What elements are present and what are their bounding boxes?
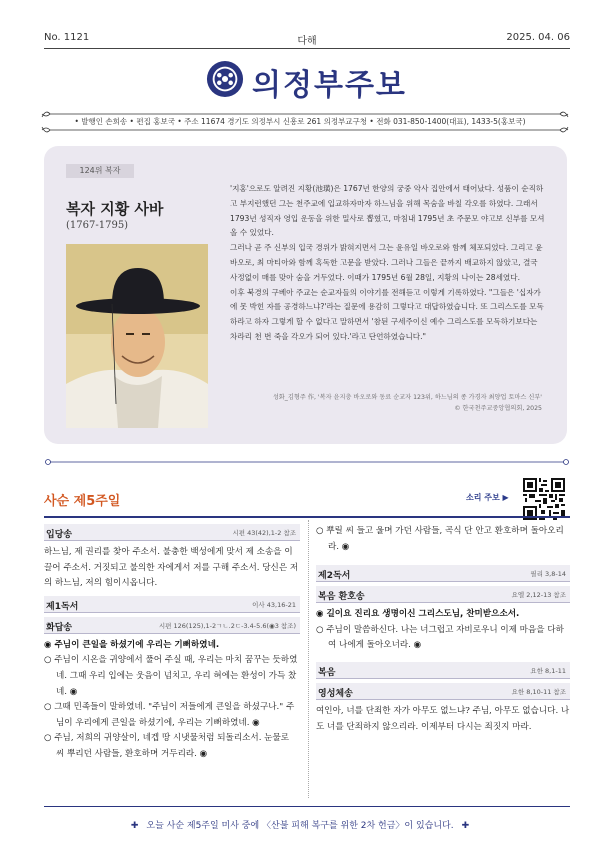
gospel-acclamation-header bbox=[316, 586, 570, 603]
footer-rule bbox=[44, 806, 570, 807]
story-paragraph: 이후 북경의 구베아 주교는 순교자들의 이야기를 전해듣고 이렇게 기록하였다. "그들은 '십자가에 못 박힌 자를 공경하느냐?'라는 질문에 용감히 그렇다고 대답하였습니다. 또 그리스도를 모독하라고 하자 그렇게 할 수 없다고 말하면서 '참된 구세주이신 예수 그리스도를 모독하기보다는 차라리 천 번 죽을 각오가 되어 있다.'라고 단언하였습니다." bbox=[230, 287, 544, 341]
collection-notice-text: 오늘 사순 제5주일 미사 중에 〈산불 피해 복구를 위한 2차 헌금〉이 있습니다. bbox=[146, 821, 454, 831]
liturgy-right-column bbox=[316, 524, 570, 739]
column-divider bbox=[308, 520, 309, 798]
collection-notice bbox=[40, 818, 560, 831]
caption-artwork: 성화_김형주 作, '복자 윤지충 바오로와 동료 순교자 123위, 하느님의 종 가경자 최양업 토마스 신부' bbox=[272, 394, 542, 401]
psalm-response: ◉ 주님이 큰일을 하셨기에 우리는 기뻐하였네. bbox=[44, 639, 220, 650]
saint-portrait-image bbox=[66, 244, 208, 428]
communion-antiphon-header bbox=[316, 683, 570, 700]
qr-code-icon[interactable] bbox=[522, 478, 566, 520]
psalm-verse: ○ 주님, 저희의 귀양살이, 네겝 땅 시냇물처럼 되돌리소서. 눈물로 씨 뿌리던 사람들, 환호하며 거두리라. ◉ bbox=[44, 733, 290, 759]
entrance-antiphon-ref: 시편 43(42),1-2 참조 bbox=[232, 529, 296, 537]
liturgy-left-column bbox=[44, 524, 300, 763]
second-reading-header bbox=[316, 565, 570, 582]
first-reading-ref: 이사 43,16-21 bbox=[252, 600, 296, 609]
saint-badge: 124위 복자 bbox=[66, 164, 134, 178]
liturgy-title: 사순 제5주일 bbox=[44, 494, 121, 509]
entrance-antiphon-text: 하느님, 제 권리를 찾아 주소서. 불충한 백성에게 맞서 제 소송을 이끌어 주소서. 거짓되고 불의한 자에게서 저를 구해 주소서. 당신은 저의 하느님, 저의 힘이시옵니다. bbox=[44, 547, 299, 589]
communion-antiphon-text: 여인아, 너를 단죄한 자가 아무도 없느냐? 주님, 아무도 없습니다. 나도 너를 단죄하지 않으리라. 이제부터 다시는 죄짓지 마라. bbox=[316, 705, 570, 732]
section-divider bbox=[44, 458, 570, 466]
gospel-header bbox=[316, 662, 570, 679]
story-paragraph: '지홍'으로도 알려진 지황(池璜)은 1767년 한양의 궁중 악사 집안에서 태어났다. 성품이 순직하고 부지런했던 그는 천주교에 입교하자마자 하느님을 위해 목숨을 바칠 각오를 하였다. 그래서 1793년 성직자 영입 운동을 위한 밀사로 뽑혔고, 마침내 1795년 초 주문모 야고보 신부를 모셔올 수 있었다. bbox=[230, 184, 545, 238]
cross-icon: ✚ bbox=[461, 821, 470, 831]
gospel-ref: 요한 8,1-11 bbox=[530, 666, 566, 675]
saint-years: (1767-1795) bbox=[66, 220, 129, 231]
second-reading-title: 제2독서 bbox=[318, 571, 351, 582]
psalm-verse: ○ 그때 민족들이 말하였네. "주님이 저들에게 큰일을 하셨구나." 주님이 우리에게 큰일을 하셨기에, 우리는 기뻐하였네. ◉ bbox=[44, 702, 295, 728]
communion-antiphon-ref: 요한 8,10-11 참조 bbox=[511, 687, 566, 696]
issue-number: No. 1121 bbox=[44, 32, 90, 43]
publication-title: 의정부주보 bbox=[252, 68, 407, 103]
diocese-seal-icon bbox=[206, 60, 244, 98]
first-reading-header bbox=[44, 596, 300, 613]
gospel-acclamation-title: 복음 환호송 bbox=[318, 592, 365, 603]
gospel-acclamation-ref: 요엘 2,12-13 참조 bbox=[511, 591, 566, 600]
entrance-antiphon-title: 입당송 bbox=[46, 530, 73, 540]
communion-antiphon-title: 영성체송 bbox=[318, 688, 353, 699]
psalm-verse: ○ 뿌릴 씨 들고 울며 가던 사람들, 곡식 단 안고 환호하며 돌아오리라. ◉ bbox=[316, 526, 564, 552]
cross-icon: ✚ bbox=[130, 821, 139, 831]
saint-feature-card bbox=[44, 146, 567, 444]
psalm-header bbox=[44, 617, 300, 634]
acclamation-verse: ○ 주님이 말씀하신다. 나는 너그럽고 자비로우니 이제 마음을 다하여 나에게 돌아오너라. ◉ bbox=[316, 624, 564, 651]
top-divider bbox=[44, 48, 570, 49]
story-paragraph: 그러나 곧 주 신부의 입국 경위가 밝혀지면서 그는 윤유일 바오로와 함께 체포되었다. 그리고 윤 바오로, 최 마티아와 함께 혹독한 고문을 받았다. 그러나 그들은 끝까지 배교하지 않았고, 결국 사정없이 매를 맞아 숨을 거두었다. 이때가 1795년 6월 28일, 지황의 나이는 28세였다. bbox=[230, 243, 543, 282]
first-reading-title: 제1독서 bbox=[46, 601, 79, 612]
psalm-ref: 시편 126(125),1-2ㄱㄴ.2ㄷ-3.4-5.6(◉3 참조) bbox=[158, 621, 296, 630]
publisher-info: • 발행인 손희송 • 편집 홍보국 • 주소 11674 경기도 의정부시 신흥로 261 의정부교구청 • 전화 031-850-1400(대표), 1433-5(홍보국) bbox=[74, 117, 526, 126]
image-caption bbox=[230, 392, 542, 414]
psalm-title: 화답송 bbox=[46, 622, 73, 633]
gospel-title: 복음 bbox=[318, 667, 336, 678]
ornament-divider bbox=[40, 124, 570, 136]
liturgical-year: 다해 bbox=[297, 36, 317, 47]
caption-copyright: © 한국천주교중앙협의회, 2025 bbox=[454, 405, 542, 412]
saint-name: 복자 지황 사바 bbox=[66, 200, 164, 218]
audio-bulletin-link[interactable]: 소리 주보 ▶ bbox=[466, 493, 509, 502]
liturgy-rule bbox=[44, 516, 570, 518]
acclamation-response: ◉ 길이요 진리요 생명이신 그리스도님, 찬미받으소서. bbox=[316, 609, 520, 620]
masthead bbox=[0, 56, 598, 110]
issue-date: 2025. 04. 06 bbox=[506, 32, 570, 43]
entrance-antiphon-header bbox=[44, 524, 300, 541]
issue-bar bbox=[44, 32, 570, 48]
psalm-verse: ○ 주님이 시온을 귀양에서 풀어 주실 때, 우리는 마치 꿈꾸는 듯하였네. 그때 우리 입에는 웃음이 넘치고, 우리 혀에는 환성이 가득 찼네. ◉ bbox=[44, 655, 298, 697]
saint-story bbox=[230, 182, 545, 345]
second-reading-ref: 필리 3,8-14 bbox=[530, 570, 566, 579]
